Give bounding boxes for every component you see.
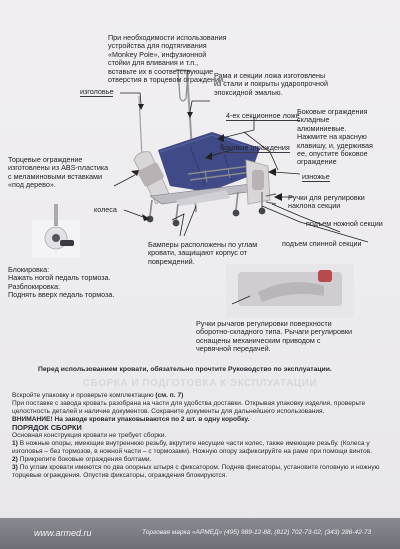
step-3: 3) По углам кровати имеются по два опорных штыря с фиксатором. Подняв фиксаторы, установите головную и ножную торцевые ограждения. Опустив фиксаторы, ограждения блокируются. bbox=[12, 464, 380, 479]
website-link[interactable]: www.armed.ru bbox=[34, 528, 92, 538]
unpack-line: Вскройте упаковку и проверьте комплектацию (см. п. 7) bbox=[12, 392, 184, 399]
callout-frame: Рама и секции ложа изготовлены из стали и покрыты ударопрочной эпоксидной эмалью. bbox=[214, 71, 328, 97]
callout-levers: Ручки рычагов регулировки поверхности оборотно-складного типа. Рычаги регулировки оснащены механическим приводом с червячной передачей. bbox=[196, 319, 352, 354]
callout-mattress-base: 4-ех секционное ложе bbox=[226, 111, 300, 120]
delivery-paragraph: При поставке с завода кровать разобрана на части для удобства доставки. Открывая упаковку изделия, проверьте целостность деталей и наличие документов. Сохраните документы для дальнейшего использования. bbox=[12, 400, 366, 415]
callout-headboard: изголовье bbox=[80, 87, 114, 96]
warning-heading: Перед использованием кровати, обязательно прочтите Руководство по эксплуатации. bbox=[38, 366, 332, 373]
section-title: СБОРКА И ПОДГОТОВКА К ЭКСПЛУАТАЦИИ bbox=[82, 378, 318, 389]
callout-bumpers: Бамперы расположены по углам кровати, защищают корпус от повреждений. bbox=[148, 240, 258, 266]
step-1: 1) В ножные опоры, имеющие внутреннюю резьбу, вкрутите несущие части колес, также имеющие резьбу. (Колеса у изголовья – без тормозов, в ножной части – с тормозами). Ножную опору зафиксируйте на раме при помощи винтов. bbox=[12, 440, 373, 455]
callout-back-section-lift: подъем спинной секции bbox=[282, 239, 362, 248]
assembly-heading: ПОРЯДОК СБОРКИ bbox=[12, 423, 82, 432]
callout-side-rails: боковые ограждения bbox=[220, 143, 290, 152]
assembly-intro: Основная конструкция кровати не требует сборки. bbox=[12, 432, 167, 439]
callout-leg-section-lift: подъем ножной секции bbox=[306, 219, 383, 228]
callout-end-panels: Торцевые ограждение изготовлены из ABS-пластика с меламиновыми вставками «под дерево». bbox=[8, 155, 109, 190]
instructions-body bbox=[12, 392, 390, 480]
brand-contacts: Торговая марка «АРМЕД» (495) 989-12-88, (812) 702-73-02, (343) 286-42-73 bbox=[142, 529, 372, 536]
footer-bar bbox=[0, 518, 400, 549]
callout-tilt-handles: Ручки для регулировки наклона секции bbox=[288, 193, 365, 211]
attention-line: ВНИМАНИЕ! На заводе кровати упаковываются по 2 шт. в одну коробку. bbox=[12, 416, 250, 423]
callout-monkey-pole: При необходимости использования устройства для подтягивания «Monkey Pole», инфузионной стойки для вливания и т.п., вставьте их в соответствующие отверстия в торцевом ограждении. bbox=[108, 33, 227, 85]
step-2: 2) Прикрепите боковые ограждения болтами. bbox=[12, 456, 152, 463]
callout-wheels: колеса bbox=[94, 205, 117, 214]
callout-side-rails-detail: Боковые ограждения складные алюминиевые. Нажмите на красную клавишу, и, удерживая ее, опустите боковое ограждение bbox=[297, 107, 373, 167]
callout-footboard: изножье bbox=[302, 172, 330, 181]
callout-brakes: Блокировка: Нажать ногой педаль тормоза. Разблокировка: Поднять вверх педаль тормоза. bbox=[8, 265, 115, 300]
